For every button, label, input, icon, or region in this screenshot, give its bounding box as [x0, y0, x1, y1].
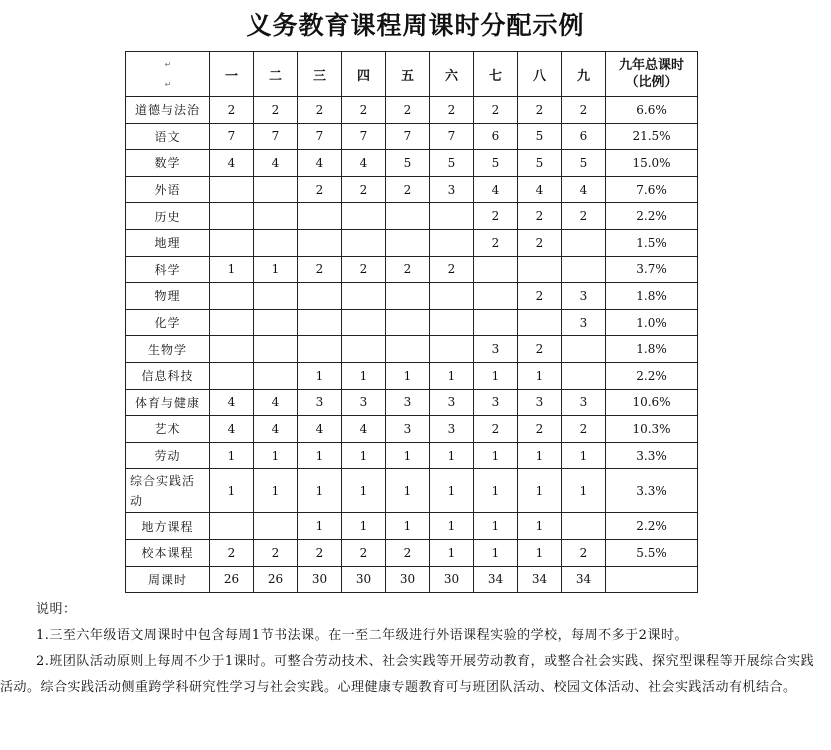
hours-cell: 2	[474, 229, 518, 256]
hours-cell: 1	[518, 442, 562, 469]
ratio-cell: 1.8%	[606, 283, 698, 310]
hours-cell: 3	[562, 309, 606, 336]
page-title: 义务教育课程周课时分配示例	[246, 11, 585, 40]
hours-cell: 30	[430, 566, 474, 593]
grade-header: 六	[430, 52, 474, 97]
subject-cell: 语文	[126, 123, 210, 150]
hours-cell: 7	[298, 123, 342, 150]
hours-cell: 1	[342, 469, 386, 513]
hours-cell: 2	[342, 176, 386, 203]
hours-cell: 2	[298, 97, 342, 124]
hours-cell: 2	[562, 416, 606, 443]
ratio-cell: 1.0%	[606, 309, 698, 336]
table-row	[126, 416, 698, 443]
corner-cell	[126, 52, 210, 97]
ratio-cell: 15.0%	[606, 150, 698, 177]
hours-cell: 34	[518, 566, 562, 593]
subject-cell: 历史	[126, 203, 210, 230]
hours-cell: 2	[518, 203, 562, 230]
hours-cell: 1	[254, 442, 298, 469]
ratio-cell	[606, 566, 698, 593]
hours-cell: 1	[474, 513, 518, 540]
hours-cell: 1	[386, 362, 430, 389]
hours-cell: 1	[430, 442, 474, 469]
hours-cell	[342, 309, 386, 336]
subject-cell: 综合实践活动	[126, 469, 210, 513]
hours-cell: 1	[430, 362, 474, 389]
hours-cell: 1	[474, 539, 518, 566]
ratio-cell: 2.2%	[606, 513, 698, 540]
hours-cell: 3	[474, 389, 518, 416]
hours-cell: 1	[342, 513, 386, 540]
hours-cell: 2	[342, 97, 386, 124]
hours-cell	[430, 229, 474, 256]
subject-cell: 道德与法治	[126, 97, 210, 124]
hours-cell: 30	[342, 566, 386, 593]
hours-cell	[562, 513, 606, 540]
hours-cell: 2	[386, 256, 430, 283]
hours-cell: 2	[518, 97, 562, 124]
hours-cell: 2	[386, 97, 430, 124]
hours-cell: 2	[298, 256, 342, 283]
ratio-cell: 1.5%	[606, 229, 698, 256]
table-row	[126, 336, 698, 363]
ratio-cell: 3.3%	[606, 469, 698, 513]
hours-cell: 2	[254, 539, 298, 566]
hours-cell	[562, 362, 606, 389]
hours-cell	[518, 309, 562, 336]
table-row	[126, 513, 698, 540]
hours-cell	[254, 229, 298, 256]
hours-cell	[562, 256, 606, 283]
hours-cell: 4	[518, 176, 562, 203]
hours-cell: 3	[298, 389, 342, 416]
table-row	[126, 283, 698, 310]
hours-cell: 1	[210, 469, 254, 513]
hours-cell: 7	[430, 123, 474, 150]
hours-cell: 4	[342, 416, 386, 443]
hours-cell	[254, 362, 298, 389]
hours-cell: 3	[430, 416, 474, 443]
ratio-cell: 2.2%	[606, 203, 698, 230]
subject-cell: 劳动	[126, 442, 210, 469]
hours-cell: 1	[342, 442, 386, 469]
table-row	[126, 539, 698, 566]
hours-cell	[210, 283, 254, 310]
hours-cell: 1	[430, 513, 474, 540]
hours-cell: 1	[298, 513, 342, 540]
hours-cell: 5	[474, 150, 518, 177]
subject-cell: 生物学	[126, 336, 210, 363]
ratio-cell: 21.5%	[606, 123, 698, 150]
table-row	[126, 566, 698, 593]
hours-cell: 1	[430, 469, 474, 513]
hours-cell: 7	[254, 123, 298, 150]
hours-cell: 2	[430, 97, 474, 124]
ratio-cell: 6.6%	[606, 97, 698, 124]
hours-cell: 2	[562, 203, 606, 230]
hours-cell: 4	[254, 416, 298, 443]
hours-cell	[386, 336, 430, 363]
hours-cell: 1	[562, 469, 606, 513]
hours-cell: 2	[518, 336, 562, 363]
hours-cell: 4	[298, 150, 342, 177]
hours-cell: 1	[518, 362, 562, 389]
hours-cell	[518, 256, 562, 283]
hours-cell	[342, 203, 386, 230]
hours-cell: 5	[562, 150, 606, 177]
notes-heading: 说明：	[36, 602, 77, 617]
hours-cell: 1	[386, 513, 430, 540]
table-row	[126, 203, 698, 230]
hours-cell	[430, 336, 474, 363]
table-row	[126, 97, 698, 124]
hours-cell: 2	[210, 539, 254, 566]
note-item: 2.班团队活动原则上每周不少于1课时。可整合劳动技术、社会实践等开展劳动教育，或整合社会实践、探究型课程等开展综合实践活动。综合实践活动侧重跨学科研究性学习与社会实践。心理健康专题教育可与班团队活动、校园文体活动、社会实践活动有机结合。	[0, 654, 815, 695]
hours-cell: 4	[254, 389, 298, 416]
ratio-cell: 10.3%	[606, 416, 698, 443]
hours-cell: 2	[254, 97, 298, 124]
grade-header: 八	[518, 52, 562, 97]
hours-cell: 1	[518, 469, 562, 513]
hours-cell: 5	[518, 150, 562, 177]
hours-cell: 3	[518, 389, 562, 416]
hours-cell	[386, 229, 430, 256]
grade-header: 五	[386, 52, 430, 97]
ratio-cell: 3.7%	[606, 256, 698, 283]
hours-cell: 4	[474, 176, 518, 203]
hours-cell	[562, 336, 606, 363]
hours-cell: 1	[342, 362, 386, 389]
hours-cell	[254, 176, 298, 203]
hours-cell	[386, 309, 430, 336]
hours-cell: 2	[562, 539, 606, 566]
hours-cell: 2	[474, 416, 518, 443]
hours-cell	[210, 336, 254, 363]
schedule-table	[125, 51, 698, 593]
hours-cell: 2	[430, 256, 474, 283]
subject-cell: 地方课程	[126, 513, 210, 540]
hours-cell: 2	[210, 97, 254, 124]
hours-cell: 7	[386, 123, 430, 150]
header-row	[126, 52, 698, 97]
hours-cell: 3	[430, 176, 474, 203]
hours-cell: 3	[562, 389, 606, 416]
hours-cell	[298, 283, 342, 310]
table-row	[126, 389, 698, 416]
hours-cell: 5	[386, 150, 430, 177]
hours-cell: 3	[386, 389, 430, 416]
ratio-cell: 7.6%	[606, 176, 698, 203]
hours-cell	[342, 336, 386, 363]
table-row	[126, 123, 698, 150]
subject-cell: 校本课程	[126, 539, 210, 566]
subject-cell: 数学	[126, 150, 210, 177]
hours-cell	[386, 283, 430, 310]
hours-cell	[298, 336, 342, 363]
ratio-cell: 1.8%	[606, 336, 698, 363]
hours-cell: 1	[210, 256, 254, 283]
table-row	[126, 309, 698, 336]
ratio-header-line: 九年总课时	[618, 58, 684, 73]
ratio-cell: 3.3%	[606, 442, 698, 469]
hours-cell: 4	[298, 416, 342, 443]
hours-cell	[342, 283, 386, 310]
hours-cell: 1	[518, 539, 562, 566]
hours-cell: 1	[386, 469, 430, 513]
grade-header: 七	[474, 52, 518, 97]
hours-cell: 3	[342, 389, 386, 416]
hours-cell: 30	[298, 566, 342, 593]
subject-cell: 体育与健康	[126, 389, 210, 416]
hours-cell: 26	[254, 566, 298, 593]
ratio-cell: 10.6%	[606, 389, 698, 416]
hours-cell	[430, 283, 474, 310]
table-row	[126, 256, 698, 283]
table-row	[126, 362, 698, 389]
hours-cell: 6	[562, 123, 606, 150]
hours-cell	[562, 229, 606, 256]
hours-cell: 3	[474, 336, 518, 363]
hours-cell: 2	[386, 539, 430, 566]
hours-cell: 4	[342, 150, 386, 177]
subject-cell: 物理	[126, 283, 210, 310]
hours-cell	[254, 513, 298, 540]
subject-cell: 艺术	[126, 416, 210, 443]
hours-cell	[474, 283, 518, 310]
hours-cell	[254, 309, 298, 336]
hours-cell: 2	[474, 97, 518, 124]
hours-cell	[298, 229, 342, 256]
ratio-header-line: （比例）	[625, 75, 678, 90]
ratio-header	[606, 52, 698, 97]
hours-cell: 2	[342, 256, 386, 283]
hours-cell: 1	[474, 442, 518, 469]
grade-header: 九	[562, 52, 606, 97]
grade-header: 四	[342, 52, 386, 97]
hours-cell: 3	[386, 416, 430, 443]
hours-cell: 2	[518, 416, 562, 443]
table-row	[126, 469, 698, 513]
hours-cell	[210, 513, 254, 540]
hours-cell: 1	[298, 442, 342, 469]
table-row	[126, 150, 698, 177]
hours-cell: 2	[298, 539, 342, 566]
corner-mark: ↵	[164, 80, 172, 89]
hours-cell: 3	[562, 283, 606, 310]
grade-header: 一	[210, 52, 254, 97]
grade-header: 二	[254, 52, 298, 97]
hours-cell: 5	[518, 123, 562, 150]
table-row	[126, 176, 698, 203]
hours-cell: 7	[210, 123, 254, 150]
hours-cell: 4	[210, 150, 254, 177]
hours-cell: 34	[562, 566, 606, 593]
hours-cell: 2	[518, 283, 562, 310]
hours-cell	[298, 203, 342, 230]
hours-cell: 34	[474, 566, 518, 593]
subject-cell: 科学	[126, 256, 210, 283]
hours-cell: 5	[430, 150, 474, 177]
hours-cell: 2	[518, 229, 562, 256]
hours-cell: 1	[430, 539, 474, 566]
hours-cell	[254, 203, 298, 230]
hours-cell: 4	[210, 389, 254, 416]
hours-cell: 4	[562, 176, 606, 203]
hours-cell: 1	[518, 513, 562, 540]
subject-cell: 外语	[126, 176, 210, 203]
hours-cell: 1	[210, 442, 254, 469]
hours-cell: 2	[562, 97, 606, 124]
hours-cell: 3	[430, 389, 474, 416]
hours-cell	[298, 309, 342, 336]
subject-cell: 化学	[126, 309, 210, 336]
hours-cell	[474, 309, 518, 336]
subject-cell: 地理	[126, 229, 210, 256]
hours-cell: 2	[298, 176, 342, 203]
grade-header: 三	[298, 52, 342, 97]
table-row	[126, 442, 698, 469]
hours-cell: 30	[386, 566, 430, 593]
hours-cell	[254, 336, 298, 363]
subject-cell: 周课时	[126, 566, 210, 593]
hours-cell: 2	[386, 176, 430, 203]
hours-cell	[210, 362, 254, 389]
ratio-cell: 5.5%	[606, 539, 698, 566]
hours-cell: 4	[210, 416, 254, 443]
hours-cell: 1	[386, 442, 430, 469]
hours-cell: 1	[298, 469, 342, 513]
hours-cell: 1	[254, 469, 298, 513]
hours-cell: 2	[474, 203, 518, 230]
hours-cell: 1	[298, 362, 342, 389]
hours-cell	[254, 283, 298, 310]
hours-cell: 26	[210, 566, 254, 593]
hours-cell	[210, 176, 254, 203]
hours-cell	[342, 229, 386, 256]
hours-cell: 2	[342, 539, 386, 566]
corner-mark: ↵	[164, 60, 172, 69]
ratio-cell: 2.2%	[606, 362, 698, 389]
hours-cell	[210, 203, 254, 230]
hours-cell	[430, 203, 474, 230]
hours-cell	[474, 256, 518, 283]
hours-cell	[430, 309, 474, 336]
note-item: 1.三至六年级语文周课时中包含每周1节书法课。在一至二年级进行外语课程实验的学校，每周不多于2课时。	[36, 628, 688, 643]
hours-cell: 7	[342, 123, 386, 150]
hours-cell: 4	[254, 150, 298, 177]
table-row	[126, 229, 698, 256]
hours-cell: 1	[474, 362, 518, 389]
notes-section	[0, 597, 821, 701]
hours-cell: 6	[474, 123, 518, 150]
hours-cell: 1	[474, 469, 518, 513]
hours-cell: 1	[562, 442, 606, 469]
subject-cell: 信息科技	[126, 362, 210, 389]
hours-cell	[210, 309, 254, 336]
hours-cell: 1	[254, 256, 298, 283]
hours-cell	[210, 229, 254, 256]
hours-cell	[386, 203, 430, 230]
